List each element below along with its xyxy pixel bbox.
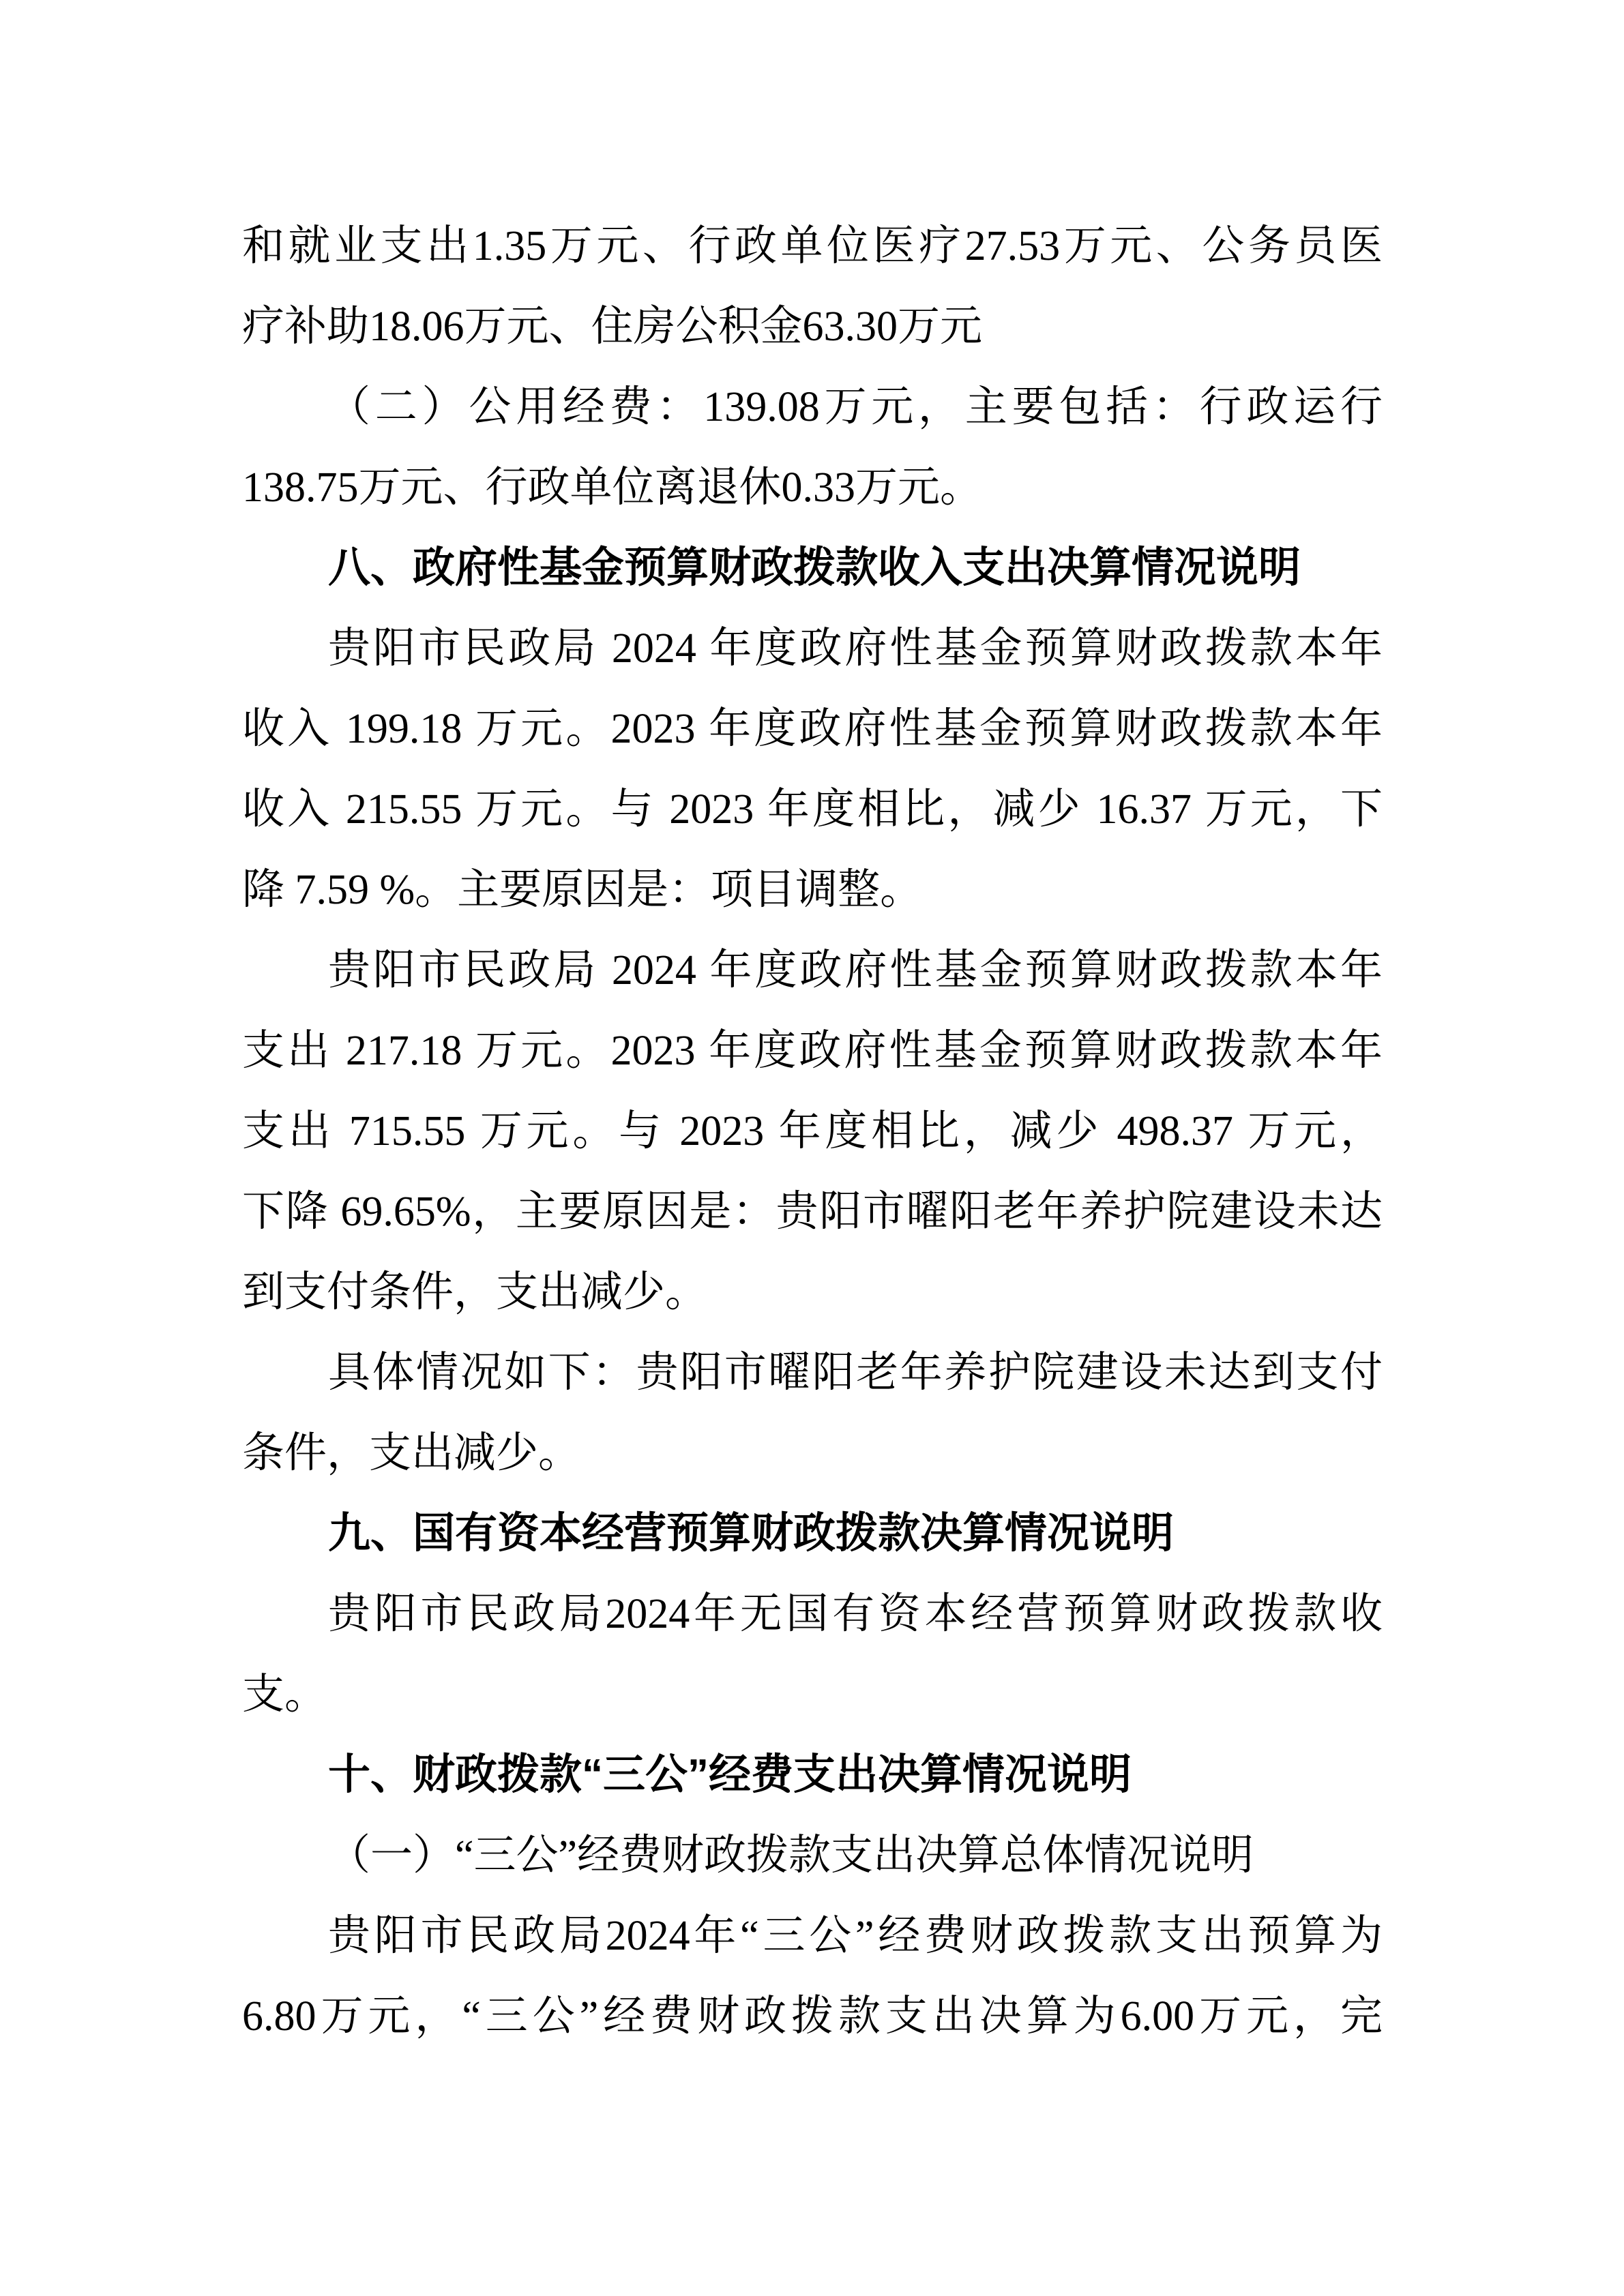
section-heading: 九、国有资本经营预算财政拨款决算情况说明 [328,1510,1175,1557]
text-line: 具体情况如下：贵阳市曜阳老年养护院建设未达到支付 [328,1350,1383,1396]
text-line: 支出 217.18 万元。2023 年度政府性基金预算财政拨款本年 [242,1028,1383,1074]
text-line: 收入 215.55 万元。与 2023 年度相比，减少 16.37 万元，下 [242,786,1383,833]
text-line: 贵阳市民政局2024年无国有资本经营预算财政拨款收 [328,1591,1383,1637]
text-line: 138.75万元、行政单位离退休0.33万元。 [242,464,983,511]
text-line: 贵阳市民政局 2024 年度政府性基金预算财政拨款本年 [328,625,1383,672]
text-line: （二）公用经费：139.08万元，主要包括：行政运行 [328,384,1383,430]
text-line: 疗补助18.06万元、住房公积金63.30万元 [242,303,983,350]
text-line: 贵阳市民政局2024年“三公”经费财政拨款支出预算为 [328,1913,1383,1959]
text-line: 支。 [242,1671,327,1718]
text-line: 条件，支出减少。 [242,1430,581,1476]
document-text-block [242,206,1383,2057]
section-heading: 八、政府性基金预算财政拨款收入支出决算情况说明 [328,544,1301,591]
text-line: 6.80万元，“三公”经费财政拨款支出决算为6.00万元，完 [242,1993,1383,2040]
text-line: 和就业支出1.35万元、行政单位医疗27.53万元、公务员医 [242,223,1383,269]
text-line: 支出 715.55 万元。与 2023 年度相比，减少 498.37 万元， [242,1108,1383,1154]
text-line: 降 7.59 %。主要原因是：项目调整。 [242,867,923,913]
text-line: 收入 199.18 万元。2023 年度政府性基金预算财政拨款本年 [242,706,1383,752]
text-line: 下降 69.65%，主要原因是：贵阳市曜阳老年养护院建设未达 [242,1189,1383,1235]
text-line: （一）“三公”经费财政拨款支出决算总体情况说明 [328,1832,1254,1879]
text-line: 到支付条件，支出减少。 [242,1269,708,1315]
text-line: 贵阳市民政局 2024 年度政府性基金预算财政拨款本年 [328,947,1383,994]
section-heading: 十、财政拨款“三公”经费支出决算情况说明 [328,1751,1132,1798]
